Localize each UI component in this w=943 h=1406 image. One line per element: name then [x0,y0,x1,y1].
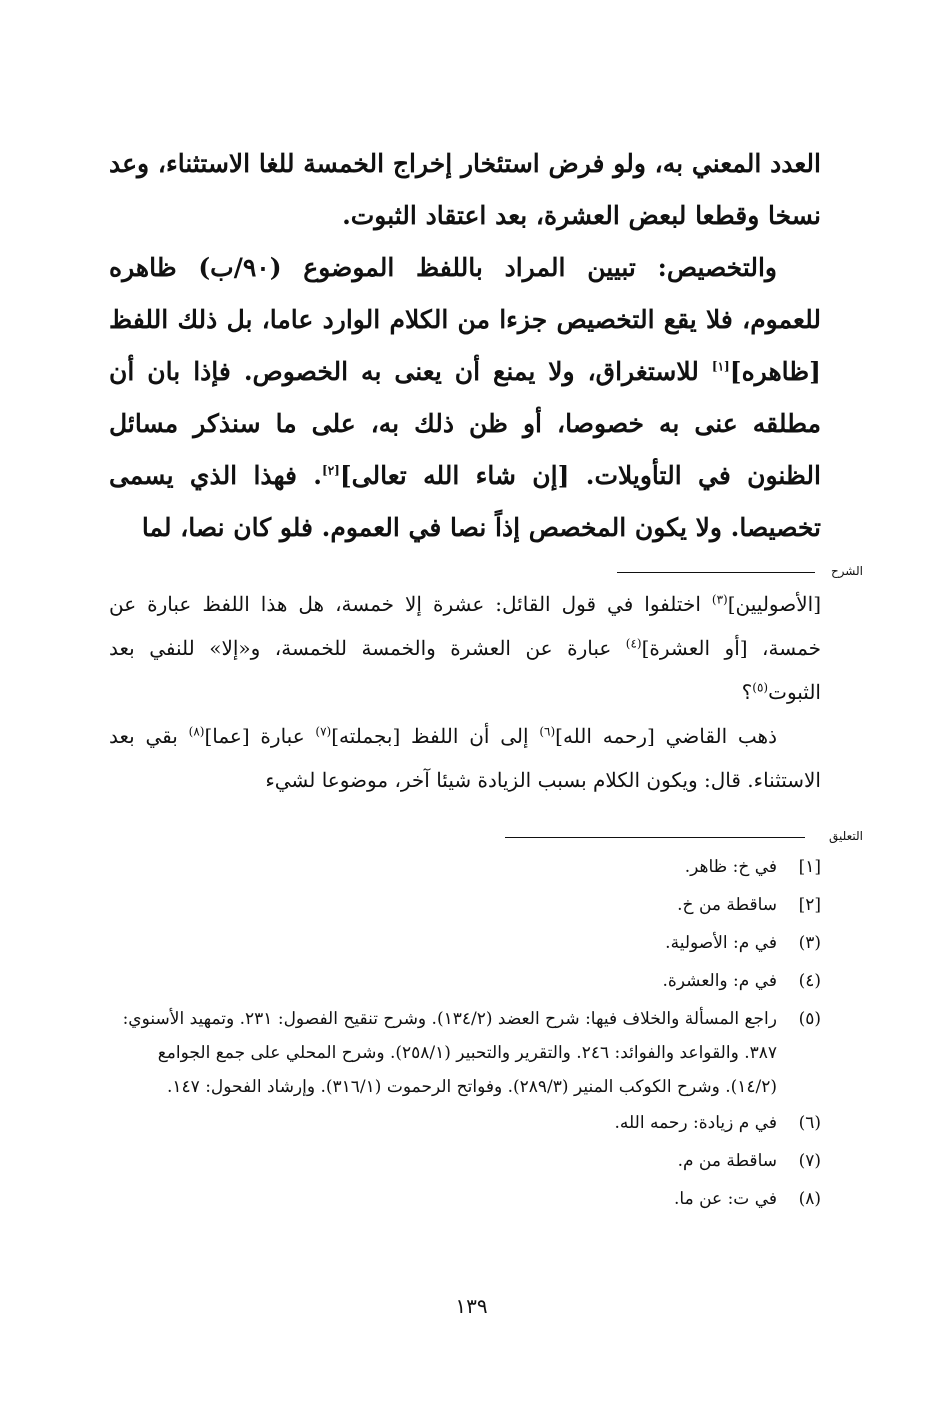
main-text [109,138,821,554]
footnote-item [109,1180,821,1218]
sharh-text: عبارة عن العشرة والخمسة للخمسة، و«إلا» للنفي بعد الثبوت [109,636,821,704]
sharh-text: ؟ [741,680,753,704]
footnote-ref-3[interactable]: (٣) [711,592,728,607]
footnote-number: [١] [798,857,821,877]
footnote-item [109,886,821,924]
sharh-text: اختلفوا في قول القائل: عشرة إلا خمسة، هل هذا اللفظ عبارة عن خمسة، [أو العشرة] [109,592,821,660]
sharh-paragraph-2 [109,714,821,802]
sharh-separator [103,563,863,583]
footnotes [109,848,821,1218]
main-paragraph-2 [109,242,821,554]
sharh-text: ذهب القاضي [رحمه الله] [555,724,777,748]
footnote-text: في خ: ظاهر. [684,857,777,877]
page-number: ١٣٩ [455,1294,488,1318]
notes-label: التعليق [828,829,863,843]
footnote-ref-6[interactable]: (٦) [539,724,556,739]
footnote-text: في ت: عن ما. [673,1189,777,1209]
footnote-ref-8[interactable]: (٨) [188,724,205,739]
sharh-rule [617,572,815,573]
main-paragraph-2-end: . فهذا الذي يسمى تخصيصا. ولا يكون المخصص إذاً نصا في العموم. فلو كان نصا، لما [109,461,821,542]
sharh-paragraph-1 [109,582,821,714]
footnote-number: (٧) [798,1151,821,1171]
footnote-text: ساقطة من خ. [677,895,777,915]
footnote-ref-7[interactable]: (٧) [315,724,332,739]
footnote-ref-5[interactable]: (٥) [752,680,769,695]
footnote-item [109,1142,821,1180]
footnote-number: (٥) [798,1009,821,1029]
footnote-marker-1[interactable]: [١] [711,359,730,374]
footnote-text: في م: والعشرة. [662,971,777,991]
sharh-text: بقي بعد الاستثناء. قال: ويكون الكلام بسبب الزيادة شيئا آخر، موضوعا لشيء [109,724,821,792]
footnote-item [109,924,821,962]
footnote-text: في م زيادة: رحمه الله. [614,1113,777,1133]
footnote-item [109,848,821,886]
footnote-text: في م: الأصولية. [665,933,777,953]
footnote-item [109,1000,821,1104]
sharh-text: إلى أن اللفظ [بجملته] [331,724,540,748]
sharh-text: [الأصوليين] [727,592,821,616]
notes-rule [505,837,805,838]
footnote-item [109,962,821,1000]
notes-separator [103,828,863,848]
footnote-number: (٦) [798,1113,821,1133]
main-paragraph-2-text: والتخصيص: تبيين المراد باللفظ الموضوع (٩٠/ب) ظاهره للعموم، فلا يقع التخصيص جزءا من الكلام الوارد عاما، بل ذلك اللفظ [ظاهره] [109,253,821,386]
main-paragraph-1: العدد المعني به، ولو فرض استئخار إخراج الخمسة للغا الاستثناء، وعد نسخا وقطعا لبعض العشرة، بعد اعتقاد الثبوت. [109,149,821,230]
footnote-marker-2[interactable]: [٢] [322,463,340,478]
sharh-text: عبارة [عما] [204,724,316,748]
footnote-number: (٨) [798,1189,821,1209]
main-paragraph-2-continued: للاستغراق، ولا يمنع أن يعنى به الخصوص. فإذا بان أن مطلقه عنى به خصوصا، أو ظن ذلك به، على ما سنذكر مسائل الظنون في التأويلات. [إن شاء الله تعالى] [109,357,821,490]
footnote-ref-4[interactable]: (٤) [625,636,642,651]
sharh-label: الشرح [830,564,863,578]
footnote-number: [٢] [798,895,821,915]
footnote-number: (٤) [798,971,821,991]
footnote-text: ساقطة من م. [677,1151,777,1171]
sharh-block [109,582,821,802]
footnote-number: (٣) [798,933,821,953]
footnote-text: راجع المسألة والخلاف فيها: شرح العضد (١٣٤/٢). وشرح تنقيح الفصول: ٢٣١. وتمهيد الأسنوي: ٣٨٧. والقواعد والفوائد: ٢٤٦. والتقرير والتحبير (٢٥٨/١). وشرح المحلي على جمع الجوامع (١٤/٢). وشرح الكوكب المنير (٢٨٩/٣). وفواتح الرحموت (٣١٦/١). وإرشاد الفحول: ١٤٧. [122,1009,777,1097]
footnote-item [109,1104,821,1142]
